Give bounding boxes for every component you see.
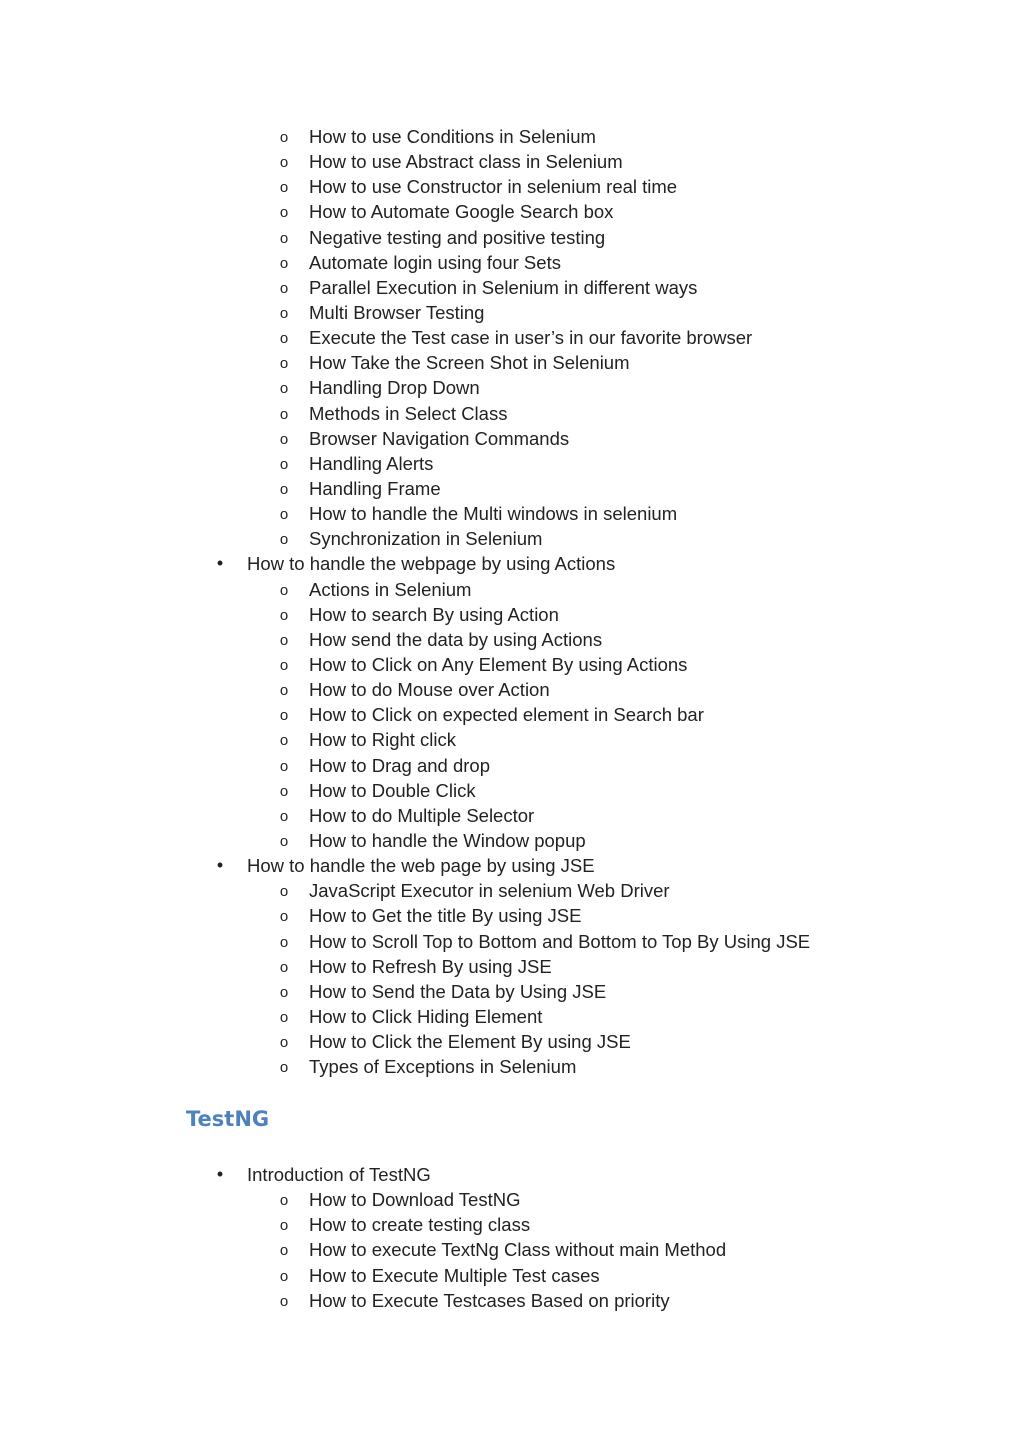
list-item-text: Handling Alerts: [309, 452, 434, 474]
list-item-text: How to Right click: [309, 729, 457, 751]
sub-list-item: [0, 1029, 1023, 1054]
sub-list-item: [0, 577, 1023, 602]
sub-list-item: [0, 174, 1023, 199]
circle-bullet-icon: o: [279, 154, 289, 172]
sub-list-item: [0, 903, 1023, 928]
sub-list-item: [0, 401, 1023, 426]
sub-list-item: [0, 954, 1023, 979]
circle-bullet-icon: o: [279, 933, 289, 951]
circle-bullet-icon: o: [279, 506, 289, 524]
circle-bullet-icon: o: [279, 355, 289, 373]
bullet-icon: •: [216, 855, 224, 876]
circle-bullet-icon: o: [279, 179, 289, 197]
circle-bullet-icon: o: [279, 832, 289, 850]
circle-bullet-icon: o: [279, 1192, 289, 1210]
circle-bullet-icon: o: [279, 455, 289, 473]
circle-bullet-icon: o: [279, 757, 289, 775]
list-item-text: How to Drag and drop: [309, 754, 490, 776]
circle-bullet-icon: o: [279, 129, 289, 146]
sub-list-item: [0, 124, 1023, 149]
circle-bullet-icon: o: [279, 908, 289, 926]
circle-bullet-icon: o: [279, 606, 289, 624]
sub-list-item: [0, 1263, 1023, 1288]
circle-bullet-icon: o: [279, 1217, 289, 1235]
circle-bullet-icon: o: [279, 983, 289, 1001]
list-item-text: How to Send the Data by Using JSE: [309, 980, 607, 1002]
circle-bullet-icon: o: [279, 1059, 289, 1077]
sub-list-item: [0, 677, 1023, 702]
list-item-text: Parallel Execution in Selenium in different ways: [309, 276, 698, 298]
list-item-text: Negative testing and positive testing: [309, 226, 606, 248]
sub-list-item: [0, 1004, 1023, 1029]
sub-list-item: [0, 1288, 1023, 1313]
list-item-text: How send the data by using Actions: [309, 628, 603, 650]
list-item-text: How to do Mouse over Action: [309, 679, 550, 701]
sub-list-item: [0, 300, 1023, 325]
sub-list-item: [0, 1212, 1023, 1237]
list-item-text: How to do Multiple Selector: [309, 804, 535, 826]
list-item-text: How to Click on Any Element By using Actions: [309, 653, 688, 675]
list-item-text: How to handle the Multi windows in selenium: [309, 503, 678, 525]
circle-bullet-icon: o: [279, 480, 289, 498]
sub-list-item: [0, 1054, 1023, 1079]
list-item-text: How to Scroll Top to Bottom and Bottom to Top By Using JSE: [309, 930, 811, 952]
circle-bullet-icon: o: [279, 304, 289, 322]
list-item-text: How to Click on expected element in Search bar: [309, 704, 704, 726]
circle-bullet-icon: o: [279, 631, 289, 649]
sub-list-item: [0, 979, 1023, 1004]
list-item-text: Actions in Selenium: [309, 578, 472, 600]
list-item-text: How to handle the web page by using JSE: [247, 855, 595, 877]
list-item-text: How to Refresh By using JSE: [309, 955, 552, 977]
list-item-text: How to Automate Google Search box: [309, 201, 614, 223]
list-item-text: How to handle the webpage by using Actions: [247, 553, 616, 575]
sub-list-item: [0, 1187, 1023, 1212]
list-item-text: How Take the Screen Shot in Selenium: [309, 352, 630, 374]
circle-bullet-icon: o: [279, 430, 289, 448]
sub-list-item: [0, 476, 1023, 501]
sub-list-item: [0, 225, 1023, 250]
sub-list-item: [0, 250, 1023, 275]
sub-list-item: [0, 375, 1023, 400]
sub-list-item: [0, 199, 1023, 224]
sub-list-item: [0, 929, 1023, 954]
list-item-text: How to create testing class: [309, 1214, 531, 1236]
list-item-text: How to Execute Multiple Test cases: [309, 1264, 600, 1286]
circle-bullet-icon: o: [279, 531, 289, 549]
list-item-text: Synchronization in Selenium: [309, 528, 543, 550]
circle-bullet-icon: o: [279, 279, 289, 297]
list-item-text: Browser Navigation Commands: [309, 427, 570, 449]
list-item-text: How to execute TextNg Class without main Method: [309, 1239, 727, 1261]
topic-list-testng: [0, 1162, 1023, 1313]
sub-list-item: [0, 828, 1023, 853]
list-item-text: JavaScript Executor in selenium Web Driver: [309, 880, 670, 902]
circle-bullet-icon: o: [279, 707, 289, 725]
list-item-text: Automate login using four Sets: [309, 251, 561, 273]
circle-bullet-icon: o: [279, 682, 289, 700]
list-item-text: How to Double Click: [309, 779, 476, 801]
list-item-text: Introduction of TestNG: [247, 1164, 431, 1185]
sub-list-item: [0, 526, 1023, 551]
list-item-text: Multi Browser Testing: [309, 301, 485, 323]
sub-list-item: [0, 753, 1023, 778]
circle-bullet-icon: o: [279, 782, 289, 800]
circle-bullet-icon: o: [279, 1267, 289, 1285]
list-item: [0, 551, 1023, 576]
list-item-text: Handling Drop Down: [309, 377, 480, 399]
list-item-text: How to Get the title By using JSE: [309, 905, 582, 927]
sub-list-item: [0, 878, 1023, 903]
list-item: [0, 853, 1023, 878]
list-item-text: How to handle the Window popup: [309, 829, 586, 851]
list-item-text: How to use Conditions in Selenium: [309, 126, 596, 147]
sub-list-item: [0, 149, 1023, 174]
circle-bullet-icon: o: [279, 330, 289, 348]
sub-list-item: [0, 275, 1023, 300]
circle-bullet-icon: o: [279, 883, 289, 901]
list-item-text: Methods in Select Class: [309, 402, 508, 424]
sub-list-item: [0, 778, 1023, 803]
circle-bullet-icon: o: [279, 405, 289, 423]
circle-bullet-icon: o: [279, 229, 289, 247]
circle-bullet-icon: o: [279, 732, 289, 750]
list-item-text: How to Click the Element By using JSE: [309, 1031, 631, 1053]
circle-bullet-icon: o: [279, 1008, 289, 1026]
circle-bullet-icon: o: [279, 958, 289, 976]
sub-list-item: [0, 1237, 1023, 1262]
list-item-text: How to Download TestNG: [309, 1189, 521, 1211]
circle-bullet-icon: o: [279, 380, 289, 398]
list-item-text: How to use Abstract class in Selenium: [309, 151, 623, 173]
bullet-icon: •: [216, 553, 224, 574]
sub-list-item: [0, 627, 1023, 652]
list-item-text: Execute the Test case in user’s in our favorite browser: [309, 327, 753, 349]
circle-bullet-icon: o: [279, 204, 289, 222]
sub-list-item: [0, 426, 1023, 451]
list-item-text: Handling Frame: [309, 477, 441, 499]
circle-bullet-icon: o: [279, 807, 289, 825]
sub-list-item: [0, 652, 1023, 677]
circle-bullet-icon: o: [279, 1292, 289, 1310]
sub-list-item: [0, 501, 1023, 526]
list-item-text: How to Execute Testcases Based on priority: [309, 1289, 670, 1311]
circle-bullet-icon: o: [279, 1034, 289, 1052]
circle-bullet-icon: o: [279, 254, 289, 272]
sub-list-item: [0, 451, 1023, 476]
list-item-text: How to Click Hiding Element: [309, 1005, 543, 1027]
bullet-icon: •: [216, 1164, 224, 1184]
sub-list-item: [0, 325, 1023, 350]
sub-list-item: [0, 727, 1023, 752]
sub-list-item: [0, 602, 1023, 627]
section-heading-testng: TestNG: [186, 1107, 270, 1131]
list-item: [0, 1162, 1023, 1187]
circle-bullet-icon: o: [279, 581, 289, 599]
sub-list-item: [0, 803, 1023, 828]
list-item-text: Types of Exceptions in Selenium: [309, 1056, 577, 1078]
circle-bullet-icon: o: [279, 1242, 289, 1260]
list-item-text: How to search By using Action: [309, 603, 559, 625]
sub-list-item: [0, 350, 1023, 375]
list-item-text: How to use Constructor in selenium real time: [309, 176, 678, 198]
sub-list-item: [0, 702, 1023, 727]
circle-bullet-icon: o: [279, 656, 289, 674]
topic-list-selenium: [0, 124, 1023, 1079]
